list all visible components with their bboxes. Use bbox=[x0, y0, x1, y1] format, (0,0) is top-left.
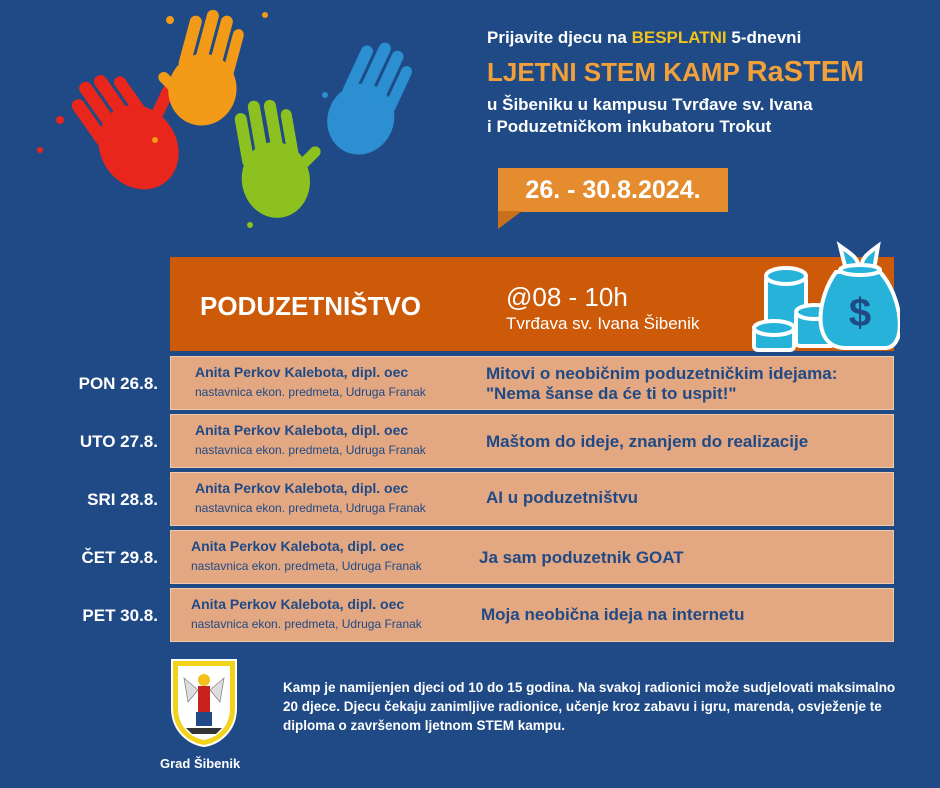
camp-name: RaSTEM bbox=[746, 56, 865, 88]
schedule-row bbox=[170, 356, 894, 410]
day-label: UTO 27.8. bbox=[79, 432, 158, 451]
session-subject: PODUZETNIŠTVO bbox=[200, 291, 422, 321]
topic-line-2: "Nema šanse da će ti to uspit!" bbox=[486, 384, 737, 403]
lecturer-role: nastavnica ekon. predmeta, Udruga Franak bbox=[191, 559, 422, 573]
city-crest-logo bbox=[168, 656, 240, 748]
intro-post: 5-dnevni bbox=[731, 28, 802, 47]
lecturer-role: nastavnica ekon. predmeta, Udruga Franak bbox=[195, 443, 426, 457]
intro-highlight: BESPLATNI bbox=[631, 28, 727, 47]
lecturer-role: nastavnica ekon. predmeta, Udruga Franak bbox=[191, 617, 422, 631]
date-banner: 26. - 30.8.2024. bbox=[498, 168, 728, 212]
svg-text:$: $ bbox=[848, 291, 872, 335]
lecturer-role: nastavnica ekon. predmeta, Udruga Franak bbox=[195, 501, 426, 515]
intro-line bbox=[487, 28, 801, 48]
schedule-row bbox=[170, 414, 894, 468]
money-bag-icon bbox=[748, 236, 900, 358]
workshop-topic bbox=[486, 364, 837, 404]
workshop-topic: AI u poduzetništvu bbox=[486, 488, 639, 507]
day-label: PON 26.8. bbox=[78, 374, 158, 393]
session-venue: Tvrđava sv. Ivana Šibenik bbox=[506, 314, 700, 333]
day-label: PET 30.8. bbox=[82, 606, 158, 625]
location-line-1: u Šibeniku u kampusu Tvrđave sv. Ivana bbox=[487, 95, 813, 114]
topic-line-1: Mitovi o neobičnim poduzetničkim idejama: bbox=[486, 364, 838, 383]
day-label: ČET 29.8. bbox=[81, 548, 158, 567]
day-label: SRI 28.8. bbox=[87, 490, 158, 509]
schedule-row bbox=[170, 472, 894, 526]
camp-location bbox=[487, 94, 813, 138]
workshop-topic: Ja sam poduzetnik GOAT bbox=[479, 548, 684, 567]
location-line-2: i Poduzetničkom inkubatoru Trokut bbox=[487, 117, 772, 136]
camp-title-text: LJETNI STEM KAMP bbox=[487, 57, 740, 87]
intro-pre: Prijavite djecu na bbox=[487, 28, 627, 47]
schedule-row bbox=[170, 588, 894, 642]
city-name: Grad Šibenik bbox=[160, 756, 241, 771]
camp-note: Kamp je namijenjen djeci od 10 do 15 godina. Na svakoj radionici može sudjelovati maksimalno 20 djece. Djecu čekaju zanimljive radionice, učenje kroz zabavu i igru, marenda, osvježenje te diploma o završenom ljetnom STEM kampu. bbox=[283, 680, 896, 733]
schedule-row bbox=[170, 530, 894, 584]
lecturer-name: Anita Perkov Kalebota, dipl. oec bbox=[191, 538, 405, 554]
workshop-topic: Maštom do ideje, znanjem do realizacije bbox=[486, 432, 809, 451]
camp-title bbox=[487, 56, 864, 89]
session-time: @08 - 10h bbox=[506, 282, 628, 312]
lecturer-role: nastavnica ekon. predmeta, Udruga Franak bbox=[195, 385, 426, 399]
lecturer-name: Anita Perkov Kalebota, dipl. oec bbox=[191, 596, 405, 612]
lecturer-name: Anita Perkov Kalebota, dipl. oec bbox=[195, 422, 409, 438]
handprints-decoration bbox=[20, 0, 450, 240]
date-banner-tail bbox=[498, 211, 522, 229]
workshop-topic: Moja neobična ideja na internetu bbox=[481, 605, 745, 624]
lecturer-name: Anita Perkov Kalebota, dipl. oec bbox=[195, 364, 409, 380]
lecturer-name: Anita Perkov Kalebota, dipl. oec bbox=[195, 480, 409, 496]
